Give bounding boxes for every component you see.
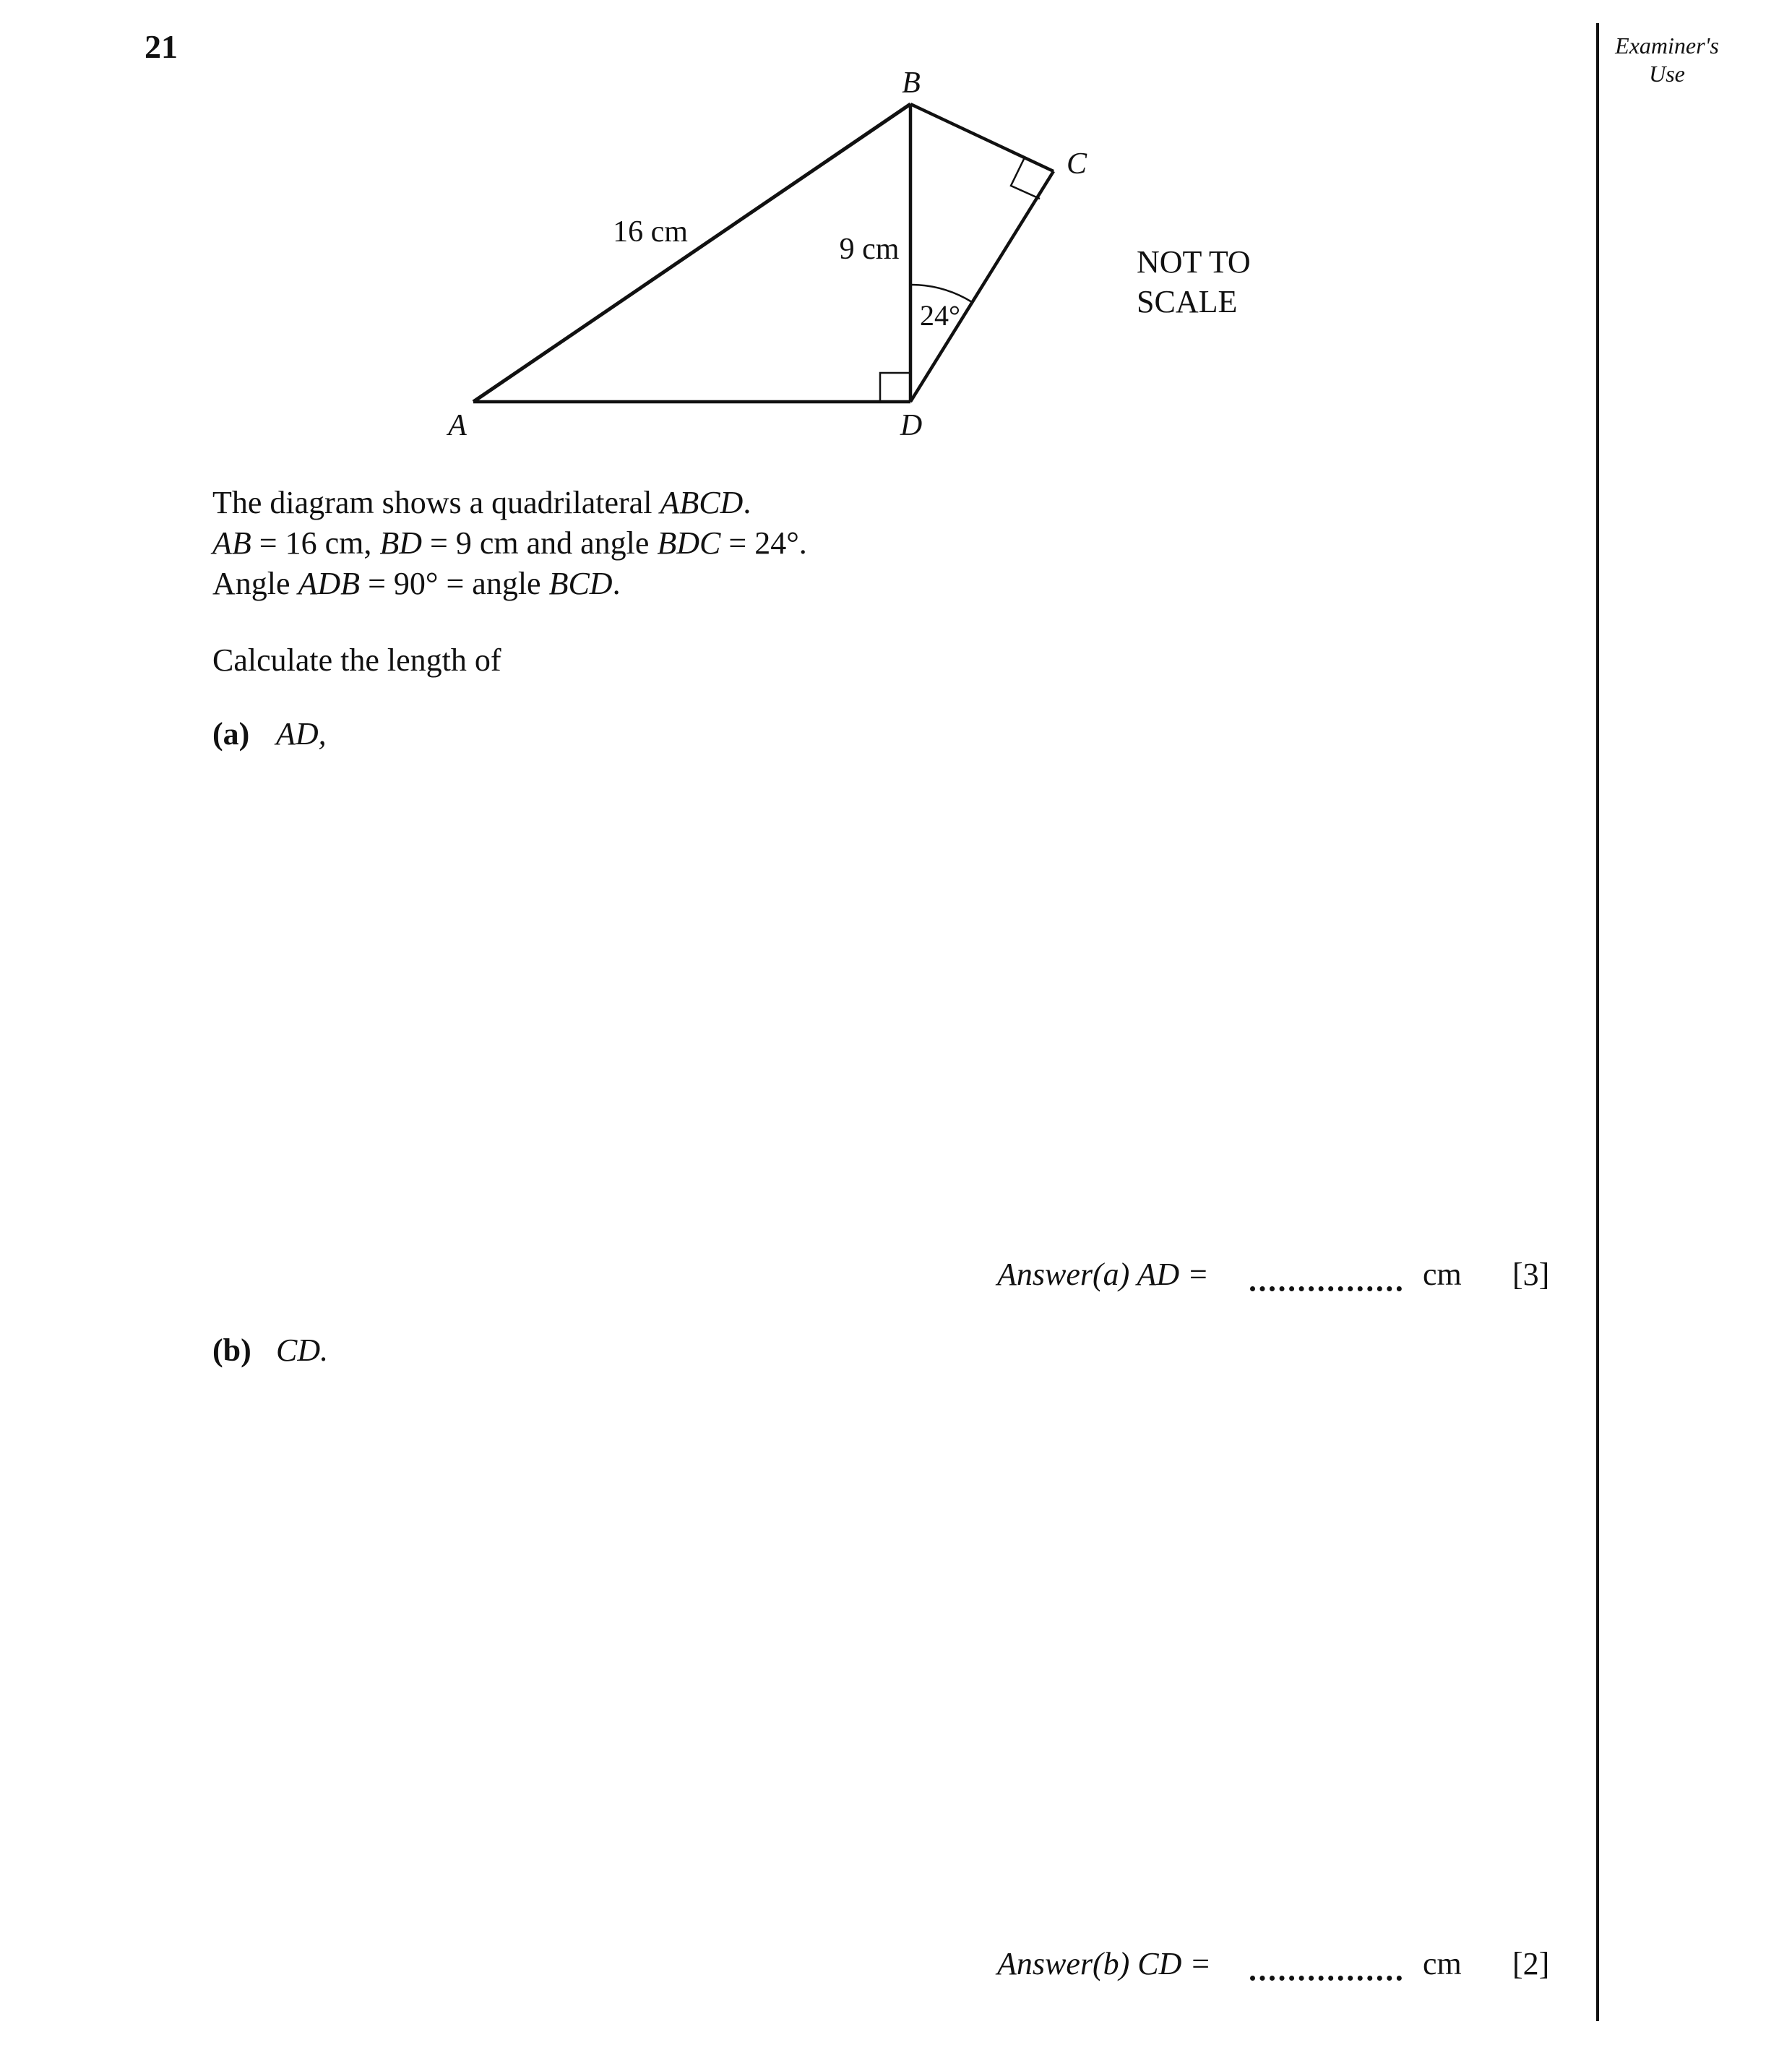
statement-italic: BCD	[548, 566, 613, 601]
answer-b-unit: cm	[1423, 1946, 1462, 1981]
statement-text: The diagram shows a quadrilateral	[212, 485, 660, 520]
answer-b-label	[997, 1945, 1211, 1982]
statement-italic: BD	[379, 525, 422, 561]
examiner-use-line2: Use	[1649, 61, 1685, 87]
part-a-label: (a)	[212, 716, 250, 752]
answer-a-field[interactable]	[1250, 1286, 1402, 1291]
statement-text: = 16 cm,	[251, 525, 380, 561]
statement-text: .	[743, 485, 751, 520]
vertex-a-label: A	[448, 409, 467, 442]
statement-text: = 24°.	[720, 525, 807, 561]
edge-bc	[910, 104, 1054, 171]
statement-italic: ADB	[298, 566, 361, 601]
not-to-scale-line1: NOT TO	[1137, 244, 1251, 280]
statement-line-2	[212, 523, 807, 564]
statement-italic: BDC	[657, 525, 721, 561]
statement-text: = 90° = angle	[360, 566, 549, 601]
statement-italic: AB	[212, 525, 251, 561]
statement-text: Angle	[212, 566, 298, 601]
angle-bdc-label: 24°	[920, 299, 960, 332]
answer-a-marks: [3]	[1512, 1257, 1550, 1292]
statement-line-3	[212, 564, 621, 604]
vertex-b-label: B	[902, 66, 921, 100]
vertex-d-label: D	[900, 409, 923, 442]
length-ab-label: 16 cm	[613, 215, 688, 249]
answer-b-marks: [2]	[1512, 1946, 1550, 1981]
vertex-c-label: C	[1066, 147, 1087, 181]
quadrilateral-diagram	[0, 0, 1792, 491]
answer-a-label-text: Answer(a) AD =	[997, 1257, 1209, 1292]
answer-a-unit: cm	[1423, 1257, 1462, 1292]
statement-text: .	[612, 566, 621, 601]
answer-b-label-text: Answer(b) CD =	[997, 1946, 1212, 1981]
answer-a-label	[997, 1256, 1209, 1293]
part-a-text: AD,	[276, 716, 327, 752]
answer-b-field[interactable]	[1250, 1976, 1402, 1981]
examiner-use-line1: Examiner's	[1615, 33, 1719, 59]
part-b-label: (b)	[212, 1333, 251, 1368]
not-to-scale-line2: SCALE	[1137, 284, 1238, 319]
statement-italic: ABCD	[660, 485, 744, 520]
not-to-scale-note	[1137, 242, 1251, 322]
statement-line-1	[212, 483, 751, 523]
question-number: 21	[145, 28, 178, 65]
statement-text: = 9 cm and angle	[422, 525, 658, 561]
length-bd-label: 9 cm	[839, 233, 900, 266]
instruction-text: Calculate the length of	[212, 642, 501, 678]
part-b-text: CD.	[276, 1333, 329, 1368]
right-angle-marker-d	[880, 373, 910, 402]
